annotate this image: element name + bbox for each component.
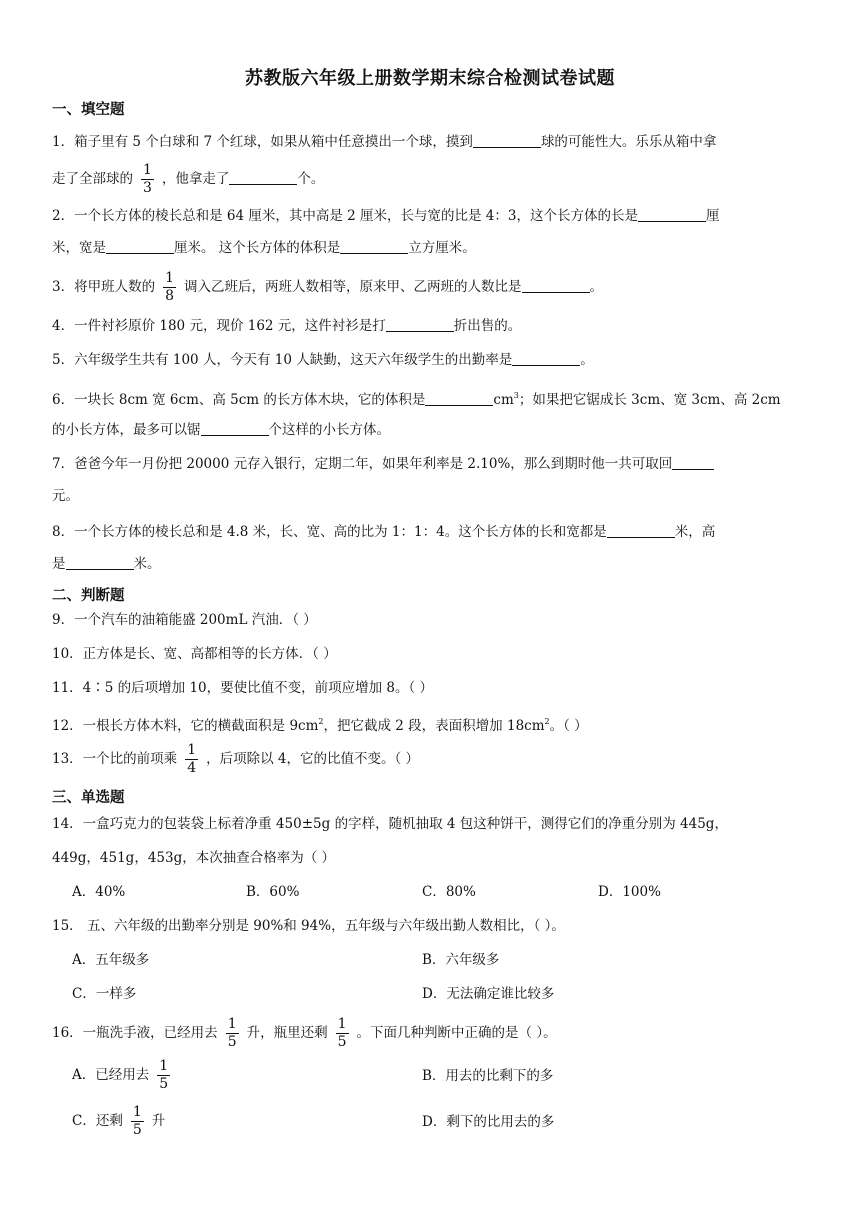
question-8-line-1: 8．一个长方体的棱长总和是 4.8 米，长、宽、高的比为 1：1：4。这个长方体的长和宽都是 米，高 <box>52 524 716 540</box>
answer-blank[interactable] <box>473 133 541 148</box>
answer-blank[interactable] <box>672 455 714 470</box>
fraction: $\frac{1}{5}$ <box>227 1016 237 1050</box>
question-4: 4．一件衬衫原价 180 元，现价 162 元，这件衬衫是打 折出售的。 <box>52 318 522 334</box>
question-14-line-1: 14．一盒巧克力的包装袋上标着净重 450±5g 的字样，随机抽取 4 包这种饼干，测得它们的净重分别为 445g， <box>52 816 728 832</box>
answer-blank[interactable] <box>229 170 297 185</box>
answer-blank[interactable] <box>386 317 454 332</box>
section-fill-heading: 一、填空题 <box>52 102 125 118</box>
question-1-line-1: 1．箱子里有 5 个白球和 7 个红球，如果从箱中任意摸出一个球，摸到 球的可能性大。乐乐从箱中拿 <box>52 134 717 150</box>
option-b[interactable]: B．用去的比剩下的多 <box>422 1068 554 1084</box>
option-d[interactable]: D．剩下的比用去的多 <box>422 1114 555 1130</box>
question-6-line-2: 的小长方体，最多可以锯 个这样的小长方体。 <box>52 422 390 438</box>
fraction: $\frac{1}{5}$ <box>132 1104 142 1138</box>
option-c[interactable]: C．还剩 $\frac{1}{5}$ 升 <box>72 1104 166 1138</box>
question-1-line-2: 走了全部球的 $\frac{1}{3}$ ，他拿走了 个。 <box>52 162 325 196</box>
option-a[interactable]: A．已经用去 $\frac{1}{5}$ <box>72 1058 169 1092</box>
question-13: 13．一个比的前项乘 $\frac{1}{4}$ ，后项除以 4，它的比值不变。（ ） <box>52 742 420 776</box>
section-judge-heading: 二、判断题 <box>52 588 125 604</box>
answer-blank[interactable] <box>201 421 269 436</box>
answer-blank[interactable] <box>425 391 493 406</box>
option-c[interactable]: C．一样多 <box>72 986 137 1002</box>
option-d[interactable]: D．无法确定谁比较多 <box>422 986 555 1002</box>
question-7-line-2: 元。 <box>52 488 79 504</box>
answer-blank[interactable] <box>522 278 590 293</box>
fraction: $\frac{1}{5}$ <box>159 1058 169 1092</box>
answer-blank[interactable] <box>106 239 174 254</box>
fraction: $\frac{1}{5}$ <box>337 1016 347 1050</box>
option-b[interactable]: B．60% <box>246 884 300 900</box>
question-6-line-1: 6．一块长 8cm 宽 6cm、高 5cm 的长方体木块，它的体积是 $cm^3$；如果把它锯成长 3cm、宽 3cm、高 2cm <box>52 391 781 408</box>
page-title: 苏教版六年级上册数学期末综合检测试卷试题 <box>245 68 615 89</box>
answer-blank[interactable] <box>66 555 134 570</box>
fraction: $\frac{1}{8}$ <box>165 270 175 304</box>
question-11: 11．4∶5 的后项增加 10，要使比值不变，前项应增加 8。（ ） <box>52 680 434 696</box>
option-c[interactable]: C．80% <box>422 884 476 900</box>
question-9: 9．一个汽车的油箱能盛 200mL 汽油．（ ） <box>52 612 317 628</box>
option-a[interactable]: A．40% <box>72 884 126 900</box>
answer-blank[interactable] <box>638 207 706 222</box>
question-10: 10．正方体是长、宽、高都相等的长方体．（ ） <box>52 646 337 662</box>
section-choice-heading: 三、单选题 <box>52 790 125 806</box>
question-12: 12．一根长方体木料，它的横截面积是 $9cm^2$，把它截成 2 段，表面积增加 $18cm^2$。（ ） <box>52 717 588 734</box>
fraction: $\frac{1}{3}$ <box>143 162 152 196</box>
answer-blank[interactable] <box>607 523 675 538</box>
option-a[interactable]: A．五年级多 <box>72 952 150 968</box>
question-14-line-2: 449g，451g，453g，本次抽查合格率为（ ） <box>52 850 336 866</box>
option-b[interactable]: B．六年级多 <box>422 952 500 968</box>
question-3: 3．将甲班人数的 $\frac{1}{8}$ 调入乙班后，两班人数相等，原来甲、乙两班的人数比是 。 <box>52 270 604 304</box>
question-16: 16．一瓶洗手液，已经用去 $\frac{1}{5}$ 升，瓶里还剩 $\frac{1}{5}$ 。下面几种判断中正确的是（ ）。 <box>52 1016 557 1050</box>
question-2-line-2: 米，宽是 厘米。 这个长方体的体积是 立方厘米。 <box>52 240 476 256</box>
question-8-line-2: 是 米。 <box>52 556 161 572</box>
question-7-line-1: 7．爸爸今年一月份把 20000 元存入银行，定期二年，如果年利率是 2.10%，那么到期时他一共可取回 <box>52 454 714 474</box>
answer-blank[interactable] <box>340 239 408 254</box>
question-5: 5．六年级学生共有 100 人，今天有 10 人缺勤，这天六年级学生的出勤率是 。 <box>52 352 594 368</box>
question-2-line-1: 2．一个长方体的棱长总和是 64 厘米，其中高是 2 厘米，长与宽的比是 4：3，这个长方体的长是 厘 <box>52 208 720 224</box>
fraction: $\frac{1}{4}$ <box>187 742 197 776</box>
option-d[interactable]: D．100% <box>598 884 661 900</box>
answer-blank[interactable] <box>512 351 580 366</box>
question-15: 15． 五、六年级的出勤率分别是 90%和 94%，五年级与六年级出勤人数相比，（ ）。 <box>52 918 565 934</box>
